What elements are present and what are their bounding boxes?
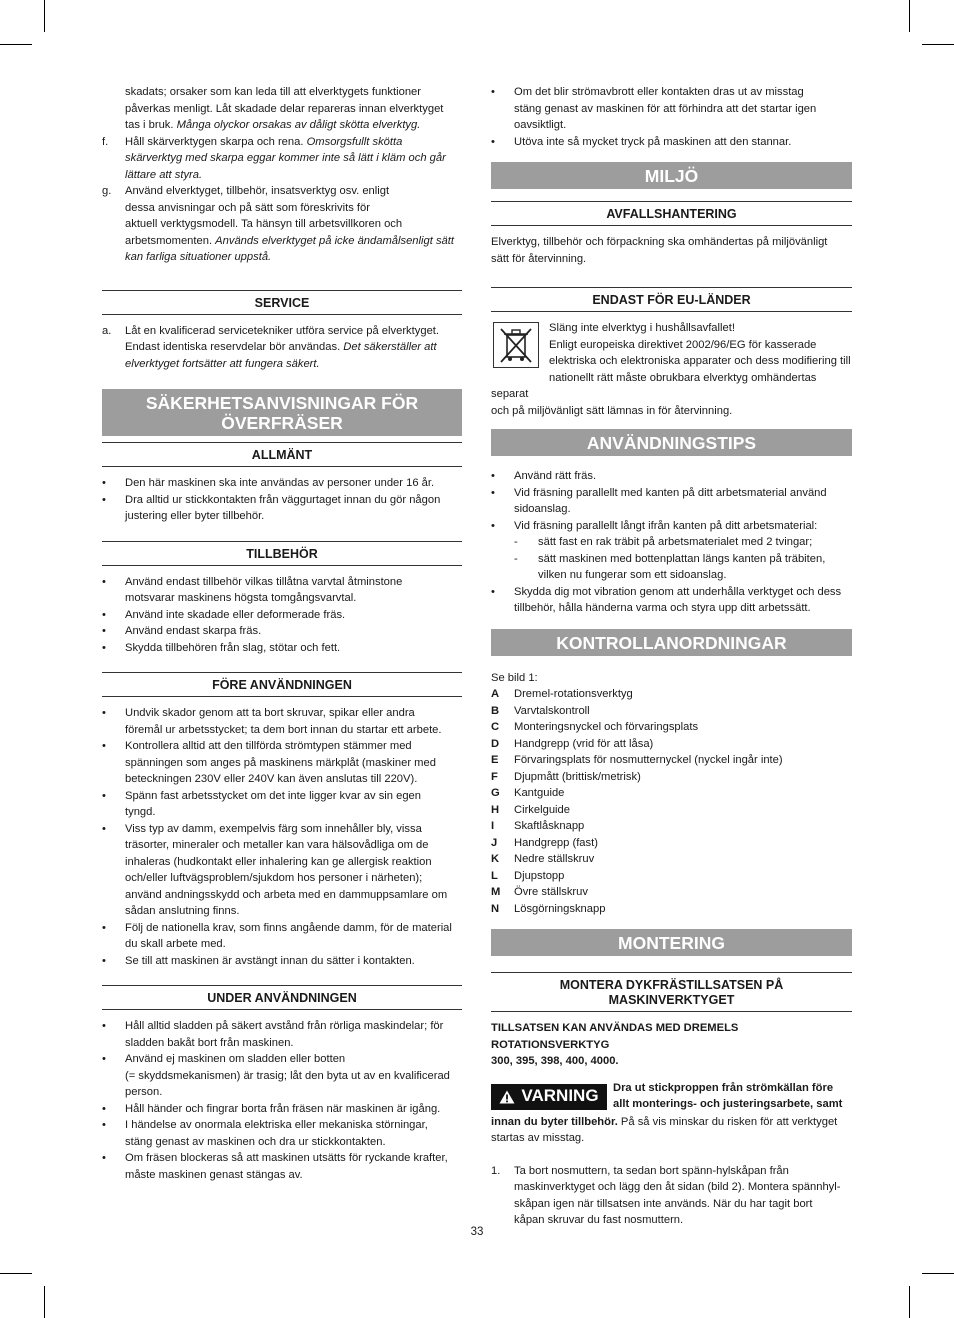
text-line: Undvik skador genom att ta bort skruvar, spikar eller andra — [125, 707, 415, 719]
control-key: I — [491, 820, 495, 832]
control-label: Dremel-rotationsverktyg — [514, 688, 633, 700]
text-line: Elverktyg, tillbehör och förpackning ska omhändertas på miljövänligt — [491, 236, 828, 248]
section-heading-avfall: AVFALLSHANTERING — [491, 201, 852, 226]
bullet-list — [102, 705, 462, 969]
text-line: skadats; orsaker som kan leda till att elverktygets funktioner — [125, 86, 421, 98]
crop-mark — [922, 1273, 954, 1274]
list-item — [102, 953, 462, 970]
warning-triangle-icon — [499, 1090, 515, 1104]
text-line: elektriska och elektroniska apparater och dess modifiering till — [549, 355, 851, 367]
section-heading-fore: FÖRE ANVÄNDNINGEN — [102, 672, 462, 697]
section-heading-tillbehor: TILLBEHÖR — [102, 541, 462, 566]
bullet: • — [102, 789, 106, 802]
control-label: Djupstopp — [514, 869, 565, 882]
control-key: L — [491, 869, 498, 882]
list-item — [491, 84, 852, 134]
text-line: Utöva inte så mycket tryck på maskinen att den stannar. — [514, 135, 792, 148]
bullet: • — [102, 740, 106, 752]
text-line: påverkas menligt. Låt skadade delar repareras innan elverktyget — [125, 102, 444, 115]
compat-note — [491, 1020, 852, 1070]
control-item — [491, 901, 852, 918]
control-key: H — [491, 803, 500, 816]
text-line: maskinverktyget och lägg den åt sidan (bild 2). Montera spännhyl- — [514, 1181, 841, 1193]
control-label: Kantguide — [514, 787, 565, 799]
heading-line: MONTERA DYKFRÄSTILLSATSEN PÅ — [559, 978, 784, 992]
text-line: Dra ut stickproppen från strömkällan före — [613, 1081, 834, 1094]
control-key: C — [491, 721, 500, 733]
bullet: • — [102, 625, 106, 637]
bullet: • — [102, 954, 106, 967]
bullet: • — [102, 921, 106, 934]
crop-mark — [909, 0, 910, 32]
left-column — [102, 84, 462, 1183]
dash: - — [514, 552, 518, 565]
text-line: tas i bruk. Många olyckor orsakas av dåligt skötta elverktyg. — [125, 119, 421, 131]
text-line: person. — [125, 1086, 163, 1098]
section-band-miljo: MILJÖ — [491, 162, 852, 189]
text-line: sätt fast en rak träbit på arbetsmaterialet med 2 tvingar; — [538, 536, 813, 548]
text-line: Spänn fast arbetsstycket om det inte ligger kvar av sin egen — [125, 789, 422, 802]
text-line: 300, 395, 398, 400, 4000. — [491, 1055, 619, 1067]
list-item — [102, 920, 462, 953]
text-line: sidoanslag. — [514, 503, 571, 515]
tips-list — [491, 468, 852, 617]
bullet-list — [102, 475, 462, 525]
text-line: Enligt europeiska direktivet 2002/96/EG för kasserade — [549, 338, 817, 351]
text-line: Håll skärverktygen skarpa och rena. Omsorgsfullt skötta — [125, 135, 403, 148]
bullet: • — [102, 575, 106, 588]
text-line: måste maskinen genast stängas av. — [125, 1168, 303, 1181]
list-item — [102, 574, 462, 607]
text-line: I händelse av onormala elektriska eller mekaniska störningar, — [125, 1119, 428, 1131]
control-key: E — [491, 754, 499, 766]
control-item — [491, 719, 852, 736]
section-band-safety — [102, 389, 462, 436]
control-label: Djupmått (brittisk/metrisk) — [514, 770, 641, 783]
bullet: • — [102, 1102, 106, 1115]
text-line: Om fräsen blockeras så att maskinen utsätts för ryckande krafter, — [125, 1152, 448, 1164]
text-line: kåpan skruvar du fast nosmuttern. — [514, 1214, 684, 1226]
item-marker: f. — [102, 135, 109, 148]
text-line: Skydda dig mot vibration genom att underhålla verktyget och dess — [514, 585, 842, 598]
sub-list-item — [491, 551, 852, 584]
control-key: M — [491, 886, 501, 898]
text-line: Viss typ av damm, exempelvis färg som innehåller bly, vissa — [125, 822, 422, 835]
text-line: aktuell verktygsmodell. Ta hänsyn till arbetsvillkoren och — [125, 218, 403, 230]
text-line: sådan anslutning finns. — [125, 905, 240, 917]
control-key: A — [491, 688, 500, 700]
control-key: N — [491, 902, 500, 915]
bullet: • — [102, 1020, 106, 1032]
dash: - — [514, 536, 518, 548]
crop-mark — [0, 44, 32, 45]
list-item-f — [102, 134, 462, 184]
item-marker: g. — [102, 185, 112, 197]
warning-badge — [491, 1084, 607, 1110]
text-line: sladden bakåt bort från maskinen. — [125, 1036, 294, 1049]
control-item — [491, 818, 852, 835]
control-label: Nedre ställskruv — [514, 853, 595, 865]
text-line: skärverktyg med skarpa eggar kommer inte så lätt i kläm och går — [125, 152, 446, 164]
text-line: lättare att styra. — [125, 168, 203, 181]
list-item — [491, 584, 852, 617]
bullet: • — [102, 477, 106, 489]
bullet: • — [491, 135, 495, 148]
bullet: • — [102, 822, 106, 835]
control-key: D — [491, 737, 500, 750]
text-line: Skydda tillbehören från slag, stötar och fett. — [125, 641, 341, 654]
text-line: Använd endast tillbehör vilkas tillåtna varvtal åtminstone — [125, 575, 403, 588]
crop-mark — [909, 1286, 910, 1318]
text-line: och på miljövänligt sätt lämnas in för återvinning. — [491, 404, 733, 417]
bullet: • — [491, 585, 495, 598]
list-item — [102, 821, 462, 920]
text-line: Använd rätt fräs. — [514, 470, 597, 482]
control-key: K — [491, 853, 500, 865]
control-item — [491, 736, 852, 753]
text-line: Följ de nationella krav, som finns angående damm, för de material — [125, 921, 452, 934]
list-item — [102, 1150, 462, 1183]
control-label: Lösgörningsknapp — [514, 902, 606, 915]
control-item — [491, 703, 852, 720]
control-label: Förvaringsplats för nosmutternyckel (nyckel ingår inte) — [514, 754, 783, 766]
list-item — [491, 134, 852, 151]
control-label: Handgrepp (fast) — [514, 836, 598, 849]
text-line: innan du byter tillbehör. På så vis minskar du risken för att verktyget — [491, 1115, 838, 1128]
step-item — [491, 1163, 852, 1229]
list-item — [102, 492, 462, 525]
text-line: allt monterings- och justeringsarbete, samt — [613, 1098, 843, 1110]
bullet: • — [491, 470, 495, 482]
bullet-list — [491, 84, 852, 150]
list-item — [102, 623, 462, 640]
crop-mark — [0, 1273, 32, 1274]
crop-mark — [922, 44, 954, 45]
text-line: TILLSATSEN KAN ANVÄNDAS MED DREMELS ROTATIONSVERKTYG — [491, 1022, 739, 1051]
text-line: nationellt rätt måste obrukbara elverktyg omhändertas separat — [491, 371, 817, 400]
control-label: Skaftlåsknapp — [514, 820, 585, 832]
text-line: dessa anvisningar och på sätt som föreskrivits för — [125, 201, 370, 214]
control-list — [491, 686, 852, 917]
text-line: Kontrollera alltid att den tillförda strömtypen stämmer med — [125, 740, 412, 752]
eu-block — [491, 320, 852, 419]
text-line: Ta bort nosmuttern, ta sedan bort spänn-hylskåpan från — [514, 1164, 789, 1177]
text-line: Håll händer och fingrar borta från fräsen när maskinen är igång. — [125, 1102, 441, 1115]
text-line: Släng inte elverktyg i hushållsavfallet! — [549, 322, 735, 334]
text-line: vilken nu fungerar som ett sidoanslag. — [538, 569, 727, 581]
bullet-list — [102, 1018, 462, 1183]
sub-list-item — [491, 534, 852, 551]
page-number: 33 — [470, 1226, 484, 1238]
control-item — [491, 868, 852, 885]
control-item — [491, 686, 852, 703]
bullet-list — [102, 574, 462, 657]
section-band-tips: ANVÄNDNINGSTIPS — [491, 429, 852, 456]
text-line: spänningen som anges på maskinens märkplåt (maskiner med — [125, 756, 436, 769]
text-line: inhaleras (hudkontakt eller inhalering kan ge allergisk reaktion — [125, 855, 432, 868]
list-item — [102, 788, 462, 821]
text-line: elverktyget fortsätter att fungera säkert. — [125, 357, 320, 370]
text-line: föremål ur arbetsstycket; ta dem bort innan du startar ett arbete. — [125, 723, 442, 736]
step-marker: 1. — [491, 1164, 501, 1177]
crop-mark — [44, 0, 45, 32]
control-key: B — [491, 704, 500, 717]
crop-mark — [44, 1286, 45, 1318]
text-line: (= skyddsmekanismen) är trasig; låt den byta ut av en kvalificerad — [125, 1069, 450, 1082]
text-line: Använd elverktyget, tillbehör, insatsverktyg osv. enligt — [125, 185, 390, 197]
list-item-g — [102, 183, 462, 266]
list-item — [102, 1051, 462, 1101]
text-line: oavsiktligt. — [514, 119, 567, 131]
control-key: J — [491, 836, 498, 849]
warning-block — [491, 1080, 852, 1147]
text-line: och/eller luftvägsproblem/sjukdom hos personer i närheten); — [125, 872, 423, 884]
text-line: Använd endast skarpa fräs. — [125, 625, 262, 637]
control-label: Cirkelguide — [514, 803, 570, 816]
section-band-montering: MONTERING — [491, 929, 852, 956]
text-line: Endast identiska reservdelar bör användas. Det säkerställer att — [125, 341, 437, 353]
control-key: G — [491, 787, 500, 799]
section-heading-montera — [491, 972, 852, 1012]
text-line: motsvarar maskinens högsta tomgångsvarvtal. — [125, 592, 357, 604]
text-line: Använd ej maskinen om sladden eller botten — [125, 1053, 346, 1065]
bullet: • — [491, 486, 495, 499]
list-item-a — [102, 323, 462, 373]
item-marker: a. — [102, 324, 112, 337]
section-heading-allmant: ALLMÄNT — [102, 442, 462, 467]
text-line: sätt maskinen med bottenplattan längs kanten på träbiten, — [538, 552, 826, 565]
text-line: Låt en kvalificerad servicetekniker utföra service på elverktyget. — [125, 324, 440, 337]
section-heading-service: SERVICE — [102, 290, 462, 315]
list-item — [491, 468, 852, 485]
warning-label: VARNING — [521, 1086, 599, 1106]
list-item — [102, 1101, 462, 1118]
text-line: Vid fräsning parallellt långt ifrån kanten på ditt arbetsmaterial: — [514, 519, 818, 532]
section-band-kontroll: KONTROLLANORDNINGAR — [491, 629, 852, 656]
control-item — [491, 769, 852, 786]
text-line: använd andningsskydd och arbeta med en dammuppsamlare om — [125, 888, 448, 901]
text-line: Dra alltid ur stickkontakten från väggurtaget innan du gör någon — [125, 493, 441, 506]
text-line: stäng genast av maskinen och dra ur stickkontakten. — [125, 1135, 386, 1148]
text-line: Vid fräsning parallellt med kanten på ditt arbetsmaterial använd — [514, 486, 827, 499]
control-item — [491, 802, 852, 819]
list-item — [491, 485, 852, 518]
bullet: • — [102, 641, 106, 654]
control-item — [491, 884, 852, 901]
control-item — [491, 851, 852, 868]
list-item — [102, 1117, 462, 1150]
list-item — [491, 518, 852, 535]
control-label: Monteringsnyckel och förvaringsplats — [514, 721, 699, 733]
list-item — [102, 475, 462, 492]
band-line: SÄKERHETSANVISNINGAR FÖR — [145, 393, 419, 413]
list-item — [102, 1018, 462, 1051]
control-key: F — [491, 770, 498, 783]
bullet: • — [102, 1152, 106, 1164]
control-item — [491, 835, 852, 852]
control-item — [491, 785, 852, 802]
band-line: ÖVERFRÄSER — [221, 413, 343, 433]
text-line: kan farliga situationer uppstå. — [125, 251, 272, 263]
bullet: • — [102, 493, 106, 506]
list-item — [102, 640, 462, 657]
text-line: Håll alltid sladden på säkert avstånd från rörliga maskindelar; för — [125, 1020, 444, 1032]
bullet: • — [102, 707, 106, 719]
control-item — [491, 752, 852, 769]
text-line: tyngd. — [125, 806, 156, 818]
right-column — [491, 84, 852, 1229]
text-line: Se till att maskinen är avstängt innan du sätter i kontakten. — [125, 954, 415, 967]
text-line: du skall arbete med. — [125, 938, 226, 950]
list-item — [102, 607, 462, 624]
section-heading-under: UNDER ANVÄNDNINGEN — [102, 985, 462, 1010]
bullet: • — [491, 86, 495, 98]
continued-paragraph — [102, 84, 462, 134]
bullet: • — [491, 519, 495, 532]
bullet: • — [102, 1053, 106, 1065]
text-line: träsorter, mineraler och metaller kan vara hälsovådliga om de — [125, 839, 429, 851]
text-line: beteckningen 230V eller 240V kan även anslutas till 220V). — [125, 773, 418, 785]
control-label: Varvtalskontroll — [514, 704, 590, 717]
text-line: justering eller byter tillbehör. — [125, 510, 265, 522]
text-line: Om det blir strömavbrott eller kontakten dras ut av misstag — [514, 86, 804, 98]
crossed-bin-icon — [493, 322, 539, 368]
text-line: startas av misstag. — [491, 1132, 585, 1144]
text-line: Den här maskinen ska inte användas av personer under 16 år. — [125, 477, 435, 489]
section-heading-eu: ENDAST FÖR EU-LÄNDER — [491, 287, 852, 312]
control-label: Övre ställskruv — [514, 886, 588, 898]
control-label: Handgrepp (vrid för att låsa) — [514, 737, 654, 750]
bullet: • — [102, 1119, 106, 1131]
text-line: sätt för återvinning. — [491, 252, 587, 265]
text-line: stäng genast av maskinen för att förhindra att det startar igen — [514, 102, 817, 115]
heading-line: MASKINVERKTYGET — [608, 993, 735, 1007]
text-line: Se bild 1: — [491, 671, 538, 684]
list-item — [102, 738, 462, 788]
text-line: skåpan igen när tillsatsen inte används. När du har tagit bort — [514, 1197, 813, 1210]
bullet: • — [102, 608, 106, 621]
text-line: tillbehör, hålla händerna varma och styra upp ditt arbetssätt. — [514, 602, 811, 614]
text-line: arbetsmomenten. Används elverktyget på icke ändamålsenligt sätt — [125, 234, 454, 247]
text-line: Använd inte skadade eller deformerade fräs. — [125, 608, 346, 621]
list-item — [102, 705, 462, 738]
